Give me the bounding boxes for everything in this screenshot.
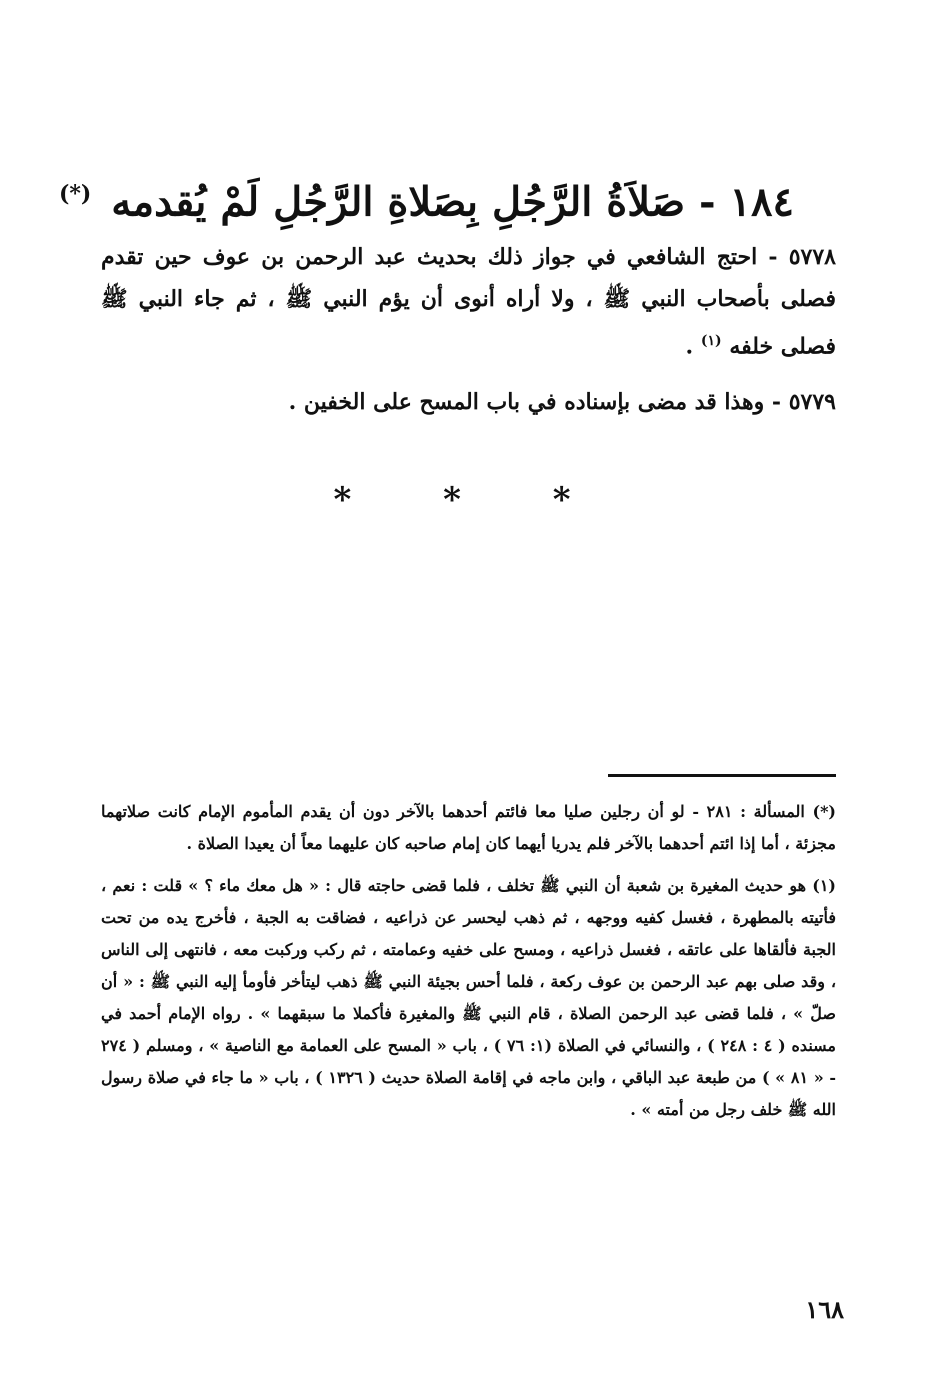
chapter-title-text: ١٨٤ - صَلاَةُ الرَّجُلِ بِصَلاةِ الرَّجُلِ لَمْ يُقدمه xyxy=(111,178,794,226)
footnote-1: (١) هو حديث المغيرة بن شعبة أن النبي ﷺ تخلف ، فلما قضى حاجته قال : « هل معك ماء ؟ » قلت : نعم ، فأتيته بالمطهرة ، فغسل كفيه ووجهه ، ثم ذهب ليحسر عن ذراعيه ، فضاقت به الجبة ، فأخرج يده من تحت الجبة فألقاها على عاتقه ، فغسل ذراعيه ، ومسح على خفيه وعمامته ، ثم ركب وركبت معه ، فانتهى إلى الناس ، وقد صلى بهم عبد الرحمن بن عوف ركعة ، فلما أحس بجيئة النبي ﷺ ذهب ليتأخر فأومأ إليه النبي ﷺ : « أن صلّ » ، فلما قضى عبد الرحمن الصلاة ، قام النبي ﷺ والمغيرة فأكملا ما سبقهما » . رواه الإمام أحمد في مسنده ( ٤ : ٢٤٨ ) ، والنسائي في الصلاة (١: ٧٦ ) ، باب « المسح على العمامة مع الناصية » ، ومسلم ( ٢٧٤ - « ٨١ » ) من طبعة عبد الباقي ، وابن ماجه في إقامة الصلاة حديث ( ١٣٢٦ ) ، باب « ما جاء في صلاة رسول الله ﷺ خلف رجل من أمته » . xyxy=(101,876,837,1119)
section-separator: * * * xyxy=(333,480,611,520)
page-number: ١٦٨ xyxy=(805,1295,844,1324)
chapter-footnote-mark: (*) xyxy=(58,181,92,207)
paragraph-end: . xyxy=(685,333,694,360)
chapter-title xyxy=(58,168,794,228)
main-text xyxy=(101,236,836,437)
footnote-reference: (١) xyxy=(700,333,722,349)
paragraph-text: ٥٧٧٨ - احتج الشافعي في جواز ذلك بحديث عبد الرحمن بن عوف حين تقدم فصلى بأصحاب النبي ﷺ ، ولا أراه أنوى أن يؤم النبي ﷺ ، ثم جاء النبي ﷺ فصلى خلفه xyxy=(101,244,836,360)
footnote-masala: (*) المسألة : ٢٨١ - لو أن رجلين صليا معا فائتم أحدهما بالآخر دون أن يقدم المأموم الإمام كانت صلاتهما مجزئة ، أما إذا ائتم أحدهما بالآخر فلم يدريا أيهما كان إمام صاحبه كان عليهما معاً أن يعيدا الصلاة . xyxy=(101,802,837,853)
footnote-divider xyxy=(608,774,836,777)
paragraph-5778 xyxy=(101,236,836,367)
paragraph-text: ٥٧٧٩ - وهذا قد مضى بإسناده في باب المسح على الخفين . xyxy=(288,389,836,416)
footnotes xyxy=(101,796,836,1136)
paragraph-5779 xyxy=(101,381,836,423)
